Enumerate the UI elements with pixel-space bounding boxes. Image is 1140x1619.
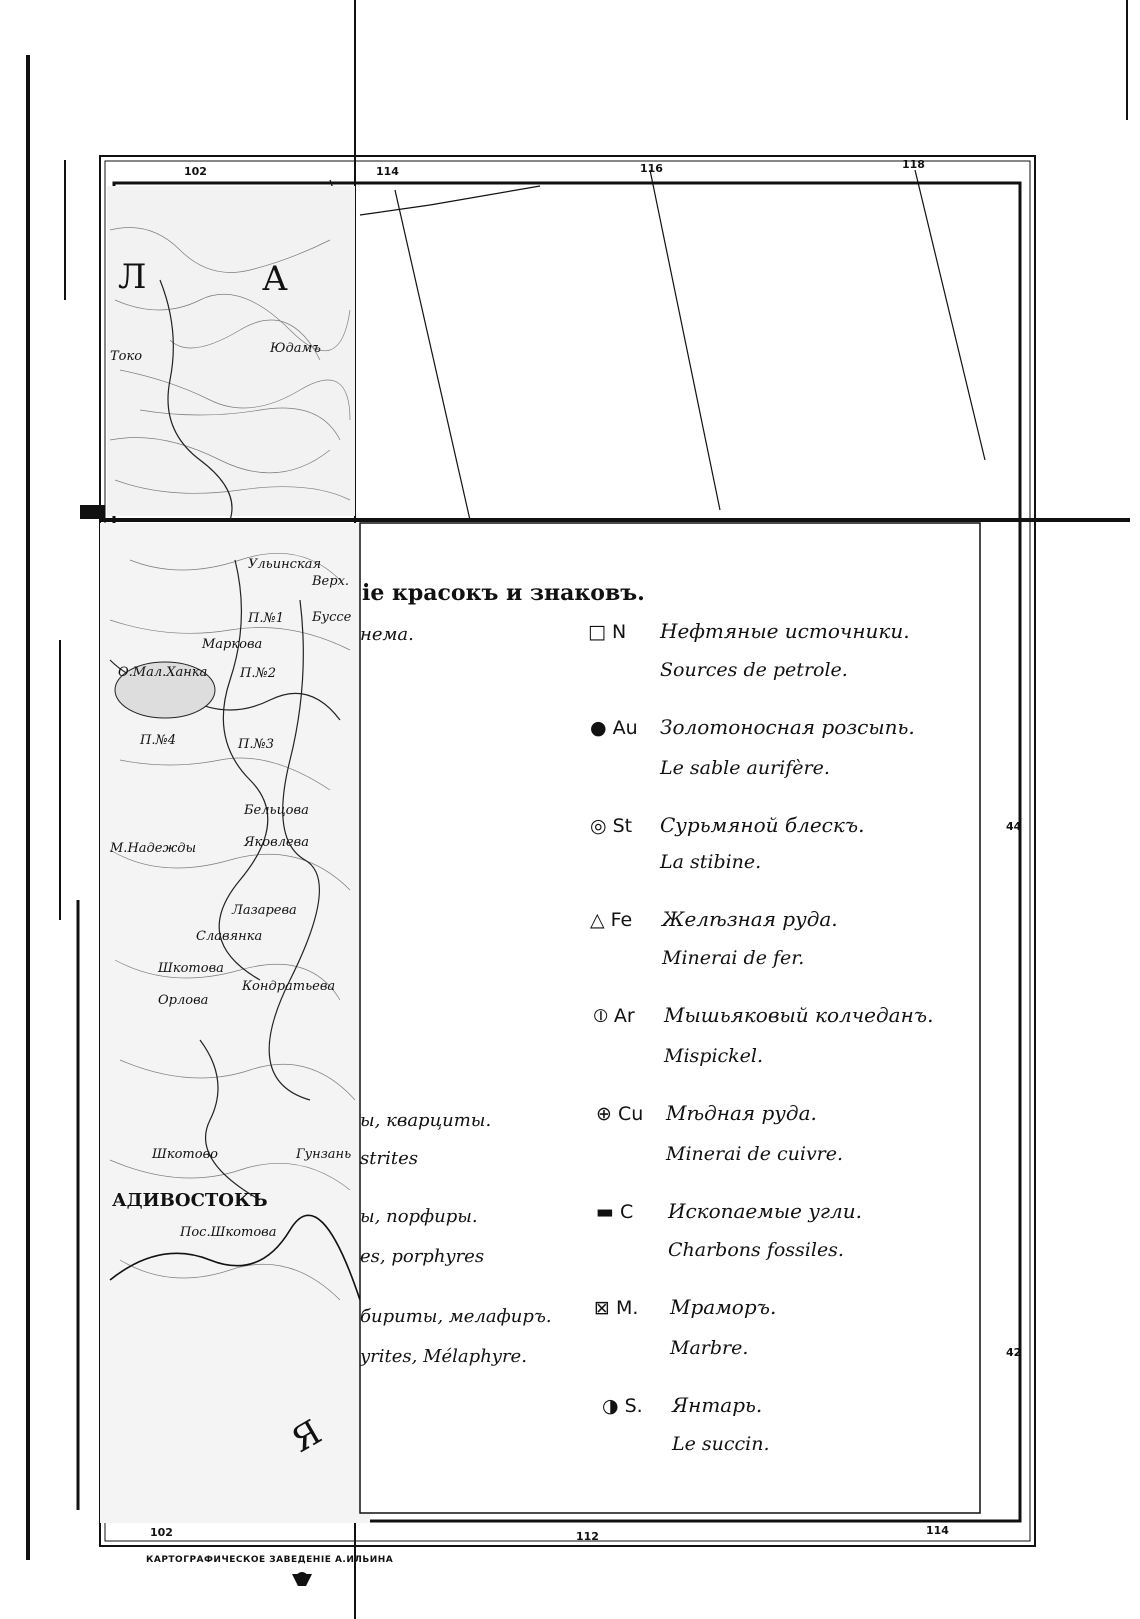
- legend-left-fragment: ы, кварциты.: [360, 1110, 492, 1131]
- legend-left-fragment: yrites, Mélaphyre.: [360, 1346, 527, 1367]
- place-label: Пос.Шкотова: [180, 1225, 277, 1240]
- place-label: Ульинская: [248, 557, 322, 572]
- legend-symbol: ▬ C: [596, 1201, 634, 1223]
- legend-symbol: △ Fe: [590, 909, 633, 931]
- place-label: Юдамъ: [270, 341, 321, 356]
- legend-label-ru: Мышьяковый колчеданъ.: [664, 1003, 934, 1027]
- legend-label-fr: Le sable aurifère.: [660, 757, 830, 779]
- legend-left-fragment: нема.: [360, 624, 414, 645]
- legend-label-fr: Marbre.: [670, 1337, 749, 1359]
- legend-symbol: ◎ St: [590, 815, 633, 837]
- place-label: М.Надежды: [110, 841, 197, 856]
- legend-label-fr: Minerai de fer.: [662, 947, 805, 969]
- place-label: Шкотова: [158, 961, 224, 976]
- legend-label-ru: Ископаемые угли.: [668, 1199, 863, 1223]
- legend-label-fr: Sources de petrole.: [660, 659, 848, 681]
- legend-label-ru: Нефтяные источники.: [660, 619, 910, 643]
- legend-symbol: ◑ S.: [602, 1395, 643, 1417]
- place-label: Кондратьева: [242, 979, 336, 994]
- place-label: Верх.: [312, 574, 350, 589]
- place-label: П.№2: [240, 666, 277, 681]
- legend-label-fr: Le succin.: [672, 1433, 770, 1455]
- legend-label-ru: Сурьмяной блескъ.: [660, 813, 865, 837]
- eagle-emblem: [292, 1572, 312, 1586]
- legend-symbol: ⊠ M.: [594, 1297, 639, 1319]
- legend-left-fragment: es, porphyres: [360, 1246, 485, 1267]
- right-tick: 44: [1006, 820, 1022, 833]
- top-tick: 116: [640, 162, 663, 175]
- legend-label-fr: La stibine.: [660, 851, 762, 873]
- bottom-tick: 102: [150, 1526, 173, 1539]
- legend-symbol: ⦶ Ar: [594, 1005, 635, 1027]
- map-region-letter-1: Л: [118, 257, 147, 297]
- legend-label-ru: Золотоносная розсыпь.: [660, 715, 915, 739]
- place-label: Токо: [110, 349, 143, 364]
- legend-label-ru: Желѣзная руда.: [662, 907, 838, 931]
- place-label: Лазарева: [232, 903, 297, 918]
- map-region-letter-2: А: [262, 259, 288, 299]
- place-label: П.№4: [140, 733, 177, 748]
- top-tick: 114: [376, 165, 399, 178]
- place-label: Гунзань: [296, 1147, 352, 1162]
- legend-label-fr: Mispickel.: [664, 1045, 764, 1067]
- place-label: П.№1: [248, 611, 285, 626]
- place-label: Буссе: [312, 610, 352, 625]
- bottom-tick: 112: [576, 1530, 599, 1543]
- legend-label-fr: Minerai de cuivre.: [666, 1143, 844, 1165]
- place-label: Шкотово: [152, 1147, 218, 1162]
- legend-title: ie красокъ и знаковъ.: [362, 580, 645, 606]
- place-label: Орлова: [158, 993, 209, 1008]
- bottom-tick: 114: [926, 1524, 949, 1537]
- place-label: Яковлева: [244, 835, 309, 850]
- place-label: Бельцова: [244, 803, 309, 818]
- legend-left-fragment: бириты, мелафиръ.: [360, 1306, 552, 1327]
- legend-label-ru: Мѣдная руда.: [666, 1101, 817, 1125]
- top-tick: 102: [184, 165, 207, 178]
- legend-symbol: ⊕ Cu: [596, 1103, 644, 1125]
- top-tick: 118: [902, 158, 925, 171]
- legend-left-fragment: strites: [360, 1148, 418, 1169]
- city-label-vladivostok: АДИВОСТОКЪ: [112, 1190, 268, 1211]
- map-region-letter-3: Я: [284, 1412, 329, 1461]
- legend-symbol: ● Au: [590, 717, 638, 739]
- right-tick: 42: [1006, 1346, 1022, 1359]
- legend-panel: [359, 523, 980, 1513]
- legend-label-ru: Янтарь.: [672, 1393, 763, 1417]
- publisher-imprint: КАРТОГРАФИЧЕСКОЕ ЗАВЕДЕНІЕ А.ИЛЬИНА: [146, 1555, 394, 1565]
- place-label: О.Мал.Ханка: [118, 665, 208, 680]
- place-label: Маркова: [202, 637, 263, 652]
- legend-symbol: □ N: [588, 621, 627, 643]
- legend-label-fr: Charbons fossiles.: [668, 1239, 844, 1261]
- place-label: Славянка: [196, 929, 263, 944]
- place-label: П.№3: [238, 737, 275, 752]
- legend-left-fragment: ы, порфиры.: [360, 1206, 478, 1227]
- legend-label-ru: Мраморъ.: [670, 1295, 777, 1319]
- map-strip: [100, 186, 370, 1523]
- meridian-lines: [330, 170, 985, 520]
